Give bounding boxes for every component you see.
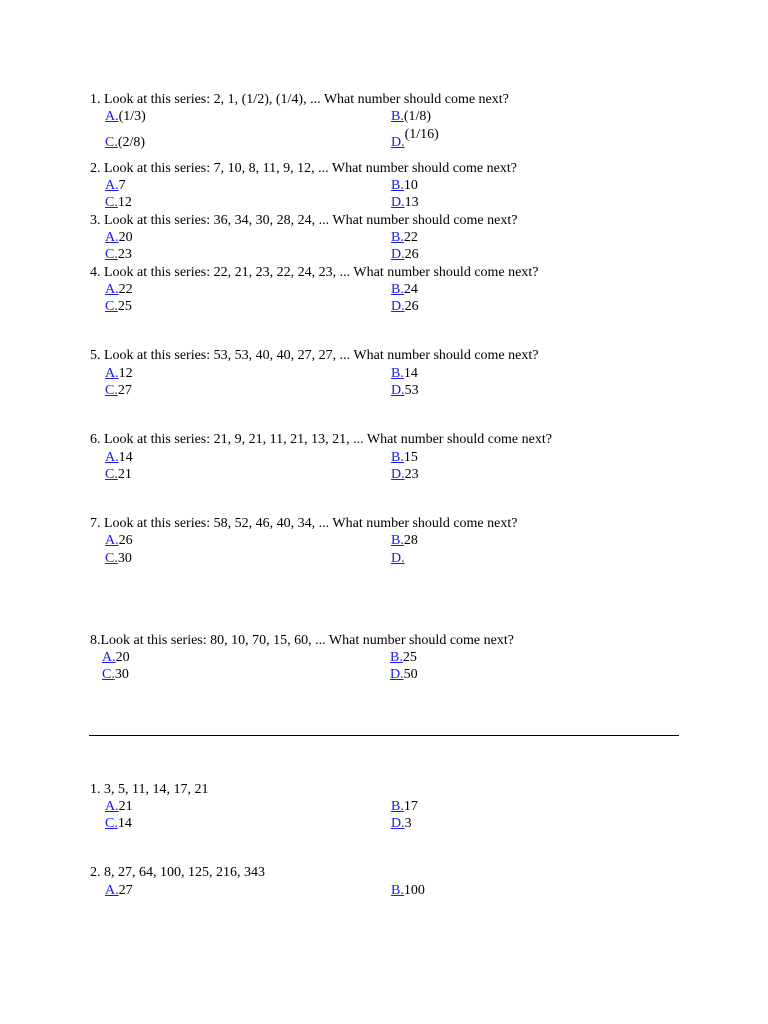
option-letter[interactable]: C. [105,247,118,262]
option-a[interactable] [105,281,133,298]
option-value: (1/3) [118,109,146,124]
question-text: 6. Look at this series: 21, 9, 21, 11, 21, 13, 21, ... What number should come next? [90,432,552,447]
question-text: 1. 3, 5, 11, 14, 17, 21 [90,782,209,797]
option-value: (2/8) [117,135,146,150]
option-a[interactable] [105,177,126,194]
option-letter[interactable]: C. [105,135,118,150]
option-c[interactable] [105,382,132,399]
option-value: (1/16) [404,127,439,142]
option-letter[interactable]: D. [391,467,405,482]
option-d[interactable] [391,382,419,399]
option-value: 28 [403,533,418,548]
option-d[interactable] [391,466,419,483]
option-letter[interactable]: A. [105,282,119,297]
option-letter[interactable]: A. [105,230,119,245]
option-c[interactable] [105,815,132,832]
option-c[interactable] [105,466,132,483]
option-value: 7 [118,178,126,193]
option-letter[interactable]: B. [391,799,404,814]
option-letter[interactable]: B. [391,450,404,465]
option-c[interactable] [105,550,132,567]
option-b[interactable] [390,649,417,666]
option-letter[interactable]: B. [391,282,404,297]
option-letter[interactable]: B. [390,650,403,665]
option-value: 23 [404,467,419,482]
option-letter[interactable]: B. [391,533,404,548]
option-letter[interactable]: C. [105,551,118,566]
option-value: 3 [404,816,412,831]
option-value: 30 [117,551,132,566]
question-text: 8.Look at this series: 80, 10, 70, 15, 60, ... What number should come next? [90,633,514,648]
option-b[interactable] [391,365,418,382]
option-value: 22 [403,230,418,245]
option-letter[interactable]: D. [391,195,405,210]
option-d[interactable] [391,550,405,567]
option-value: 20 [115,650,130,665]
question-text: 2. Look at this series: 7, 10, 8, 11, 9, 12, ... What number should come next? [90,161,517,176]
question-text: 7. Look at this series: 58, 52, 46, 40, 34, ... What number should come next? [90,516,518,531]
option-letter[interactable]: A. [105,533,119,548]
option-d[interactable] [391,194,419,211]
option-c[interactable] [105,134,145,151]
option-a[interactable] [102,649,130,666]
option-letter[interactable]: A. [105,883,119,898]
option-letter[interactable]: D. [391,816,405,831]
option-d[interactable] [391,298,419,315]
option-b[interactable] [391,229,418,246]
option-b[interactable] [391,281,418,298]
option-b[interactable] [391,449,418,466]
option-letter[interactable]: C. [102,667,115,682]
option-letter[interactable]: B. [391,109,404,124]
option-letter[interactable]: A. [105,178,119,193]
option-value: 24 [403,282,418,297]
option-value: 15 [403,450,418,465]
option-value: 12 [117,195,132,210]
option-d[interactable] [391,815,412,832]
option-letter[interactable]: A. [105,366,119,381]
option-letter[interactable]: C. [105,195,118,210]
section-divider [89,735,679,736]
option-value: 14 [118,450,133,465]
option-letter[interactable]: C. [105,383,118,398]
option-d[interactable] [390,666,418,683]
question-text: 4. Look at this series: 22, 21, 23, 22, 24, 23, ... What number should come next? [90,265,539,280]
question-text: 5. Look at this series: 53, 53, 40, 40, 27, 27, ... What number should come next? [90,348,539,363]
option-value: 10 [403,178,418,193]
option-value: 21 [117,467,132,482]
option-value: 12 [118,366,133,381]
option-value: 14 [403,366,418,381]
option-letter[interactable]: B. [391,230,404,245]
option-value: 27 [118,883,133,898]
option-b[interactable] [391,532,418,549]
option-value: 26 [404,299,419,314]
option-value: 26 [118,533,133,548]
option-a[interactable] [105,108,146,125]
question-text: 2. 8, 27, 64, 100, 125, 216, 343 [90,865,265,880]
option-letter[interactable]: A. [105,109,119,124]
option-a[interactable] [105,798,133,815]
option-value: 30 [114,667,129,682]
option-letter[interactable]: C. [105,467,118,482]
option-value: 13 [404,195,419,210]
option-letter[interactable]: D. [391,299,405,314]
option-letter[interactable]: C. [105,816,118,831]
option-letter[interactable]: D. [391,551,405,566]
option-d[interactable] [391,127,439,151]
option-value: 22 [118,282,133,297]
question-text: 3. Look at this series: 36, 34, 30, 28, 24, ... What number should come next? [90,213,518,228]
option-c[interactable] [105,246,132,263]
option-a[interactable] [105,365,133,382]
option-value: 100 [403,883,425,898]
option-c[interactable] [105,298,132,315]
option-value: 20 [118,230,133,245]
option-letter[interactable]: A. [102,650,116,665]
option-value: 17 [403,799,418,814]
option-value: 53 [404,383,419,398]
option-value: 25 [402,650,417,665]
option-value: (1/8) [403,109,432,124]
option-value: 14 [117,816,132,831]
option-a[interactable] [105,229,133,246]
option-c[interactable] [102,666,129,683]
question-text: 1. Look at this series: 2, 1, (1/2), (1/4), ... What number should come next? [90,92,509,107]
option-a[interactable] [105,882,133,899]
option-value: 50 [403,667,418,682]
option-b[interactable] [391,798,418,815]
option-a[interactable] [105,532,133,549]
option-b[interactable] [391,882,425,899]
option-letter[interactable]: D. [391,135,405,150]
option-letter[interactable]: C. [105,299,118,314]
option-letter[interactable]: D. [391,247,405,262]
option-letter[interactable]: D. [390,667,404,682]
option-value: 25 [117,299,132,314]
option-value: 23 [117,247,132,262]
option-letter[interactable]: A. [105,799,119,814]
option-c[interactable] [105,194,132,211]
option-value: 26 [404,247,419,262]
option-letter[interactable]: A. [105,450,119,465]
option-letter[interactable]: D. [391,383,405,398]
option-letter[interactable]: B. [391,883,404,898]
option-b[interactable] [391,108,431,125]
option-value: 21 [118,799,133,814]
option-letter[interactable]: B. [391,366,404,381]
option-a[interactable] [105,449,133,466]
option-d[interactable] [391,246,419,263]
option-b[interactable] [391,177,418,194]
option-value: 27 [117,383,132,398]
option-letter[interactable]: B. [391,178,404,193]
